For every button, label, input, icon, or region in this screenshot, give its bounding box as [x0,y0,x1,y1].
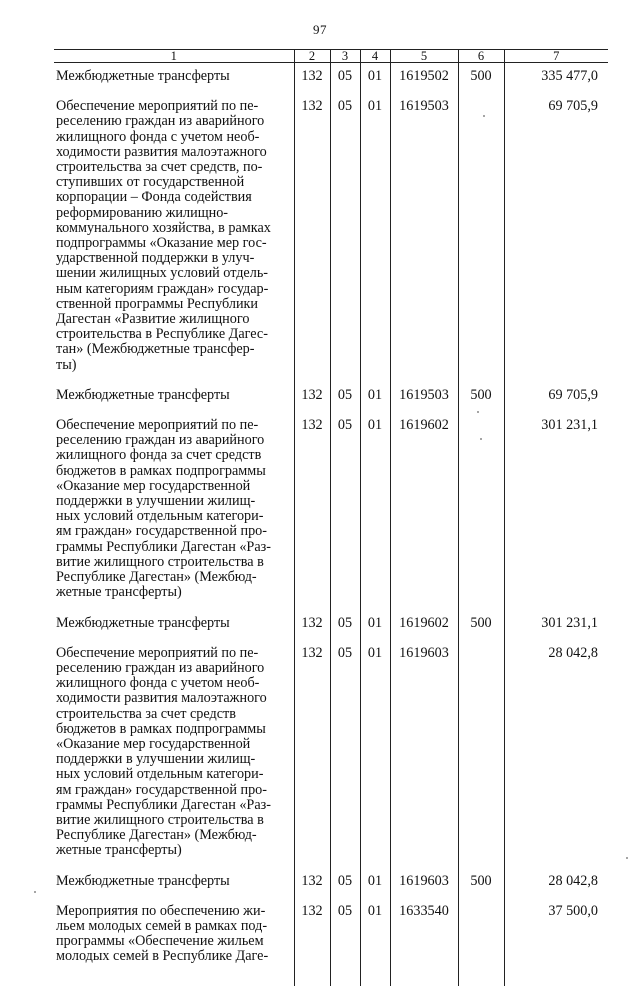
continuation-cell [294,974,330,986]
subsection-code: 01 [360,868,390,898]
expense-type-code [458,898,504,974]
table-row [54,868,608,898]
table-row [54,898,608,974]
ved-code: 132 [294,412,330,609]
target-item-code: 1619603 [390,868,458,898]
column-header-7: 7 [504,50,608,63]
ved-code: 132 [294,898,330,974]
target-item-code: 1619503 [390,382,458,412]
ved-code: 132 [294,640,330,868]
table-row [54,93,608,382]
row-description: Обеспечение мероприятий по пе- реселению граждан из аварийного жилищного фонда с учетом необ- ходимости развития малоэтажного строительства за счет средств, по- ступивших от государственной корпорации – Фонда содействия реформированию жилищно- коммунального хозяйства, в рамках подпрограммы «Оказание мер гос- ударственной поддержки в улуч- шении жилищных условий отдель- ным категориям граждан» государ- ственной программы Республики Дагестан «Развитие жилищного строительства в Республике Дагес- тан» (Межбюджетные трансфер- ты) [56,98,271,373]
expense-type-code: 500 [458,63,504,94]
table-continuation [54,974,608,986]
table-row [54,382,608,412]
expense-type-code: 500 [458,868,504,898]
table-body [54,63,608,986]
page-number: 97 [313,22,327,37]
ved-code: 132 [294,610,330,640]
row-description: Межбюджетные трансферты [56,68,230,84]
table-row [54,610,608,640]
target-item-code: 1619502 [390,63,458,94]
row-description: Обеспечение мероприятий по пе- реселению граждан из аварийного жилищного фонда с учетом необ- ходимости развития малоэтажного строительства за счет средств бюджетов в рамках подпрограммы «Оказание мер государственной поддержки в улучшении жилищ- ных условий отдельным категори- ям граждан» государственной про- граммы Республики Дагестан «Раз- витие жилищного строительства в Республике Дагестан» (Межбюд- жетные трансферты) [56,644,271,859]
header-row [54,50,608,63]
section-code: 05 [330,412,360,609]
column-header-3: 3 [330,50,360,63]
section-code: 05 [330,610,360,640]
target-item-code: 1633540 [390,898,458,974]
ved-code: 132 [294,93,330,382]
row-description: Межбюджетные трансферты [56,872,230,889]
expense-type-code: 500 [458,382,504,412]
subsection-code: 01 [360,610,390,640]
table-row [54,63,608,94]
subsection-code: 01 [360,412,390,609]
amount-value: 37 500,0 [504,898,608,974]
section-code: 05 [330,640,360,868]
continuation-cell [54,974,294,986]
column-header-5: 5 [390,50,458,63]
column-header-6: 6 [458,50,504,63]
subsection-code: 01 [360,63,390,94]
ved-code: 132 [294,382,330,412]
scan-speck [34,891,36,893]
target-item-code: 1619603 [390,640,458,868]
amount-value: 28 042,8 [504,868,608,898]
target-item-code: 1619503 [390,93,458,382]
table-row [54,640,608,868]
ved-code: 132 [294,868,330,898]
table-row [54,412,608,609]
row-description: Мероприятия по обеспечению жи- льем молодых семей в рамках под- программы «Обеспечение жильем молодых семей в Республике Даге- [56,902,269,965]
target-item-code: 1619602 [390,610,458,640]
column-header-1: 1 [54,50,294,63]
subsection-code: 01 [360,382,390,412]
scan-speck [480,438,482,440]
section-code: 05 [330,868,360,898]
continuation-cell [360,974,390,986]
section-code: 05 [330,382,360,412]
amount-value: 301 231,1 [504,412,608,609]
section-code: 05 [330,63,360,94]
continuation-cell [330,974,360,986]
subsection-code: 01 [360,640,390,868]
expense-type-code [458,640,504,868]
budget-table [54,49,608,986]
continuation-cell [504,974,608,986]
scan-speck [477,411,479,413]
subsection-code: 01 [360,898,390,974]
target-item-code: 1619602 [390,412,458,609]
expense-type-code [458,93,504,382]
ved-code: 132 [294,63,330,94]
amount-value: 301 231,1 [504,610,608,640]
row-description: Обеспечение мероприятий по пе- реселению граждан из аварийного жилищного фонда за счет средств бюджетов в рамках подпрограммы «Оказание мер государственной поддержки в улучшении жилищ- ных условий отдельным категори- ям граждан» государственной про- граммы Республики Дагестан «Раз- витие жилищного строительства в Республике Дагестан» (Межбюд- жетные трансферты) [56,417,271,601]
column-header-2: 2 [294,50,330,63]
amount-value: 69 705,9 [504,93,608,382]
amount-value: 335 477,0 [504,63,608,94]
scan-speck [483,115,485,117]
subsection-code: 01 [360,93,390,382]
row-description: Межбюджетные трансферты [56,614,230,631]
row-description: Межбюджетные трансферты [56,386,230,403]
continuation-cell [458,974,504,986]
expense-type-code [458,412,504,609]
column-header-4: 4 [360,50,390,63]
amount-value: 28 042,8 [504,640,608,868]
scan-speck [626,857,628,859]
section-code: 05 [330,898,360,974]
section-code: 05 [330,93,360,382]
continuation-cell [390,974,458,986]
amount-value: 69 705,9 [504,382,608,412]
expense-type-code: 500 [458,610,504,640]
